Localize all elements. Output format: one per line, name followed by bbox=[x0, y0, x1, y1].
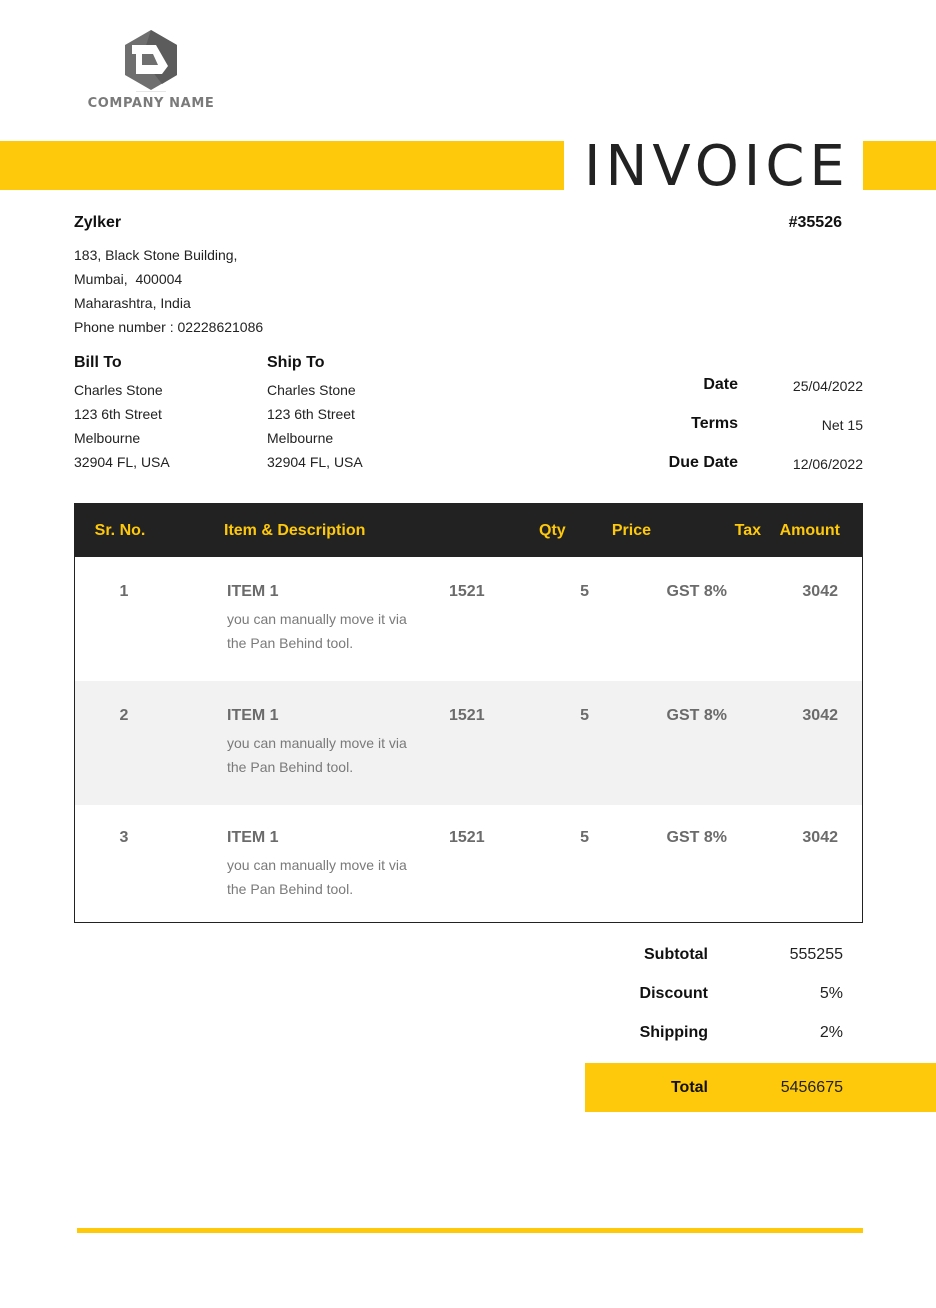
meta-label: Terms bbox=[691, 415, 738, 432]
meta-label: Date bbox=[703, 376, 738, 393]
item-name: ITEM 1 bbox=[227, 707, 279, 724]
bill-to-heading: Bill To bbox=[74, 354, 122, 371]
ship-to-line: 123 6th Street bbox=[267, 406, 355, 422]
sender-address-line: Maharashtra, India bbox=[74, 295, 191, 311]
column-header-tax: Tax bbox=[734, 521, 761, 539]
meta-value: 12/06/2022 bbox=[792, 456, 863, 472]
row-tax: GST 8% bbox=[666, 583, 727, 600]
row-amount: 3042 bbox=[802, 707, 838, 724]
column-header-item: Item & Description bbox=[224, 521, 366, 539]
row-item bbox=[173, 583, 449, 681]
row-price: 5 bbox=[580, 583, 589, 600]
column-header-sr-no: Sr. No. bbox=[94, 521, 146, 539]
column-header-amount: Amount bbox=[779, 521, 840, 539]
row-sr-no: 3 bbox=[119, 829, 129, 846]
row-qty: 1521 bbox=[449, 829, 485, 846]
table-row bbox=[75, 557, 862, 681]
bill-to-line: Charles Stone bbox=[74, 382, 163, 398]
meta-value: Net 15 bbox=[821, 417, 863, 433]
row-item bbox=[173, 707, 449, 805]
meta-label: Due Date bbox=[668, 454, 738, 471]
discount-label: Discount bbox=[639, 985, 708, 1002]
column-header-price: Price bbox=[611, 521, 651, 539]
company-name: COMPANY NAME bbox=[87, 96, 215, 111]
ship-to-line: Charles Stone bbox=[267, 382, 356, 398]
invoice-title: INVOICE bbox=[584, 134, 850, 199]
ship-to-line: 32904 FL, USA bbox=[267, 454, 363, 470]
item-name: ITEM 1 bbox=[227, 583, 279, 600]
header-accent-band-right bbox=[863, 141, 936, 190]
row-sr-no: 2 bbox=[119, 707, 129, 724]
ship-to-heading: Ship To bbox=[267, 354, 325, 371]
item-description: you can manually move it via the Pan Behind tool. bbox=[227, 735, 407, 775]
sender-address-line: Mumbai, 400004 bbox=[74, 271, 183, 287]
header-accent-band-left bbox=[0, 141, 564, 190]
row-tax: GST 8% bbox=[666, 707, 727, 724]
total-value: 5456675 bbox=[780, 1078, 843, 1096]
bill-to-line: 123 6th Street bbox=[74, 406, 162, 422]
column-header-qty: Qty bbox=[539, 521, 566, 539]
invoice-number: #35526 bbox=[788, 214, 842, 231]
row-tax: GST 8% bbox=[666, 829, 727, 846]
meta-row-date bbox=[600, 376, 863, 415]
row-qty: 1521 bbox=[449, 583, 485, 600]
total-row bbox=[585, 1063, 936, 1112]
invoice-meta bbox=[600, 376, 863, 493]
shipping-row bbox=[585, 1024, 936, 1063]
totals-block bbox=[585, 946, 936, 1063]
sender-address-line: 183, Black Stone Building, bbox=[74, 247, 238, 263]
meta-row-terms bbox=[600, 415, 863, 454]
row-price: 5 bbox=[580, 707, 589, 724]
items-table bbox=[74, 503, 863, 923]
table-row bbox=[75, 805, 862, 922]
subtotal-row bbox=[585, 946, 936, 985]
item-description: you can manually move it via the Pan Behind tool. bbox=[227, 611, 407, 651]
row-price: 5 bbox=[580, 829, 589, 846]
ship-to-line: Melbourne bbox=[267, 430, 334, 446]
discount-value: 5% bbox=[819, 985, 843, 1002]
discount-row bbox=[585, 985, 936, 1024]
meta-value: 25/04/2022 bbox=[792, 378, 863, 394]
row-item bbox=[173, 829, 449, 922]
row-amount: 3042 bbox=[802, 829, 838, 846]
sender-phone: Phone number : 02228621086 bbox=[74, 319, 264, 335]
item-description: you can manually move it via the Pan Behind tool. bbox=[227, 857, 407, 897]
row-qty: 1521 bbox=[449, 707, 485, 724]
item-name: ITEM 1 bbox=[227, 829, 279, 846]
subtotal-label: Subtotal bbox=[644, 946, 708, 963]
total-label: Total bbox=[670, 1078, 708, 1096]
bill-to-line: 32904 FL, USA bbox=[74, 454, 170, 470]
sender-address bbox=[74, 243, 263, 339]
row-amount: 3042 bbox=[802, 583, 838, 600]
subtotal-value: 555255 bbox=[789, 946, 843, 963]
items-table-header bbox=[75, 504, 862, 557]
shipping-label: Shipping bbox=[639, 1024, 708, 1041]
ship-to-block bbox=[267, 354, 363, 474]
shipping-value: 2% bbox=[819, 1024, 843, 1041]
row-sr-no: 1 bbox=[119, 583, 129, 600]
meta-row-due-date bbox=[600, 454, 863, 493]
footer-accent-line bbox=[77, 1228, 863, 1233]
table-row bbox=[75, 681, 862, 805]
sender-name: Zylker bbox=[74, 214, 122, 231]
bill-to-line: Melbourne bbox=[74, 430, 141, 446]
bill-to-block bbox=[74, 354, 170, 474]
hexagon-d-logo-icon bbox=[122, 28, 180, 92]
company-logo bbox=[84, 28, 218, 118]
